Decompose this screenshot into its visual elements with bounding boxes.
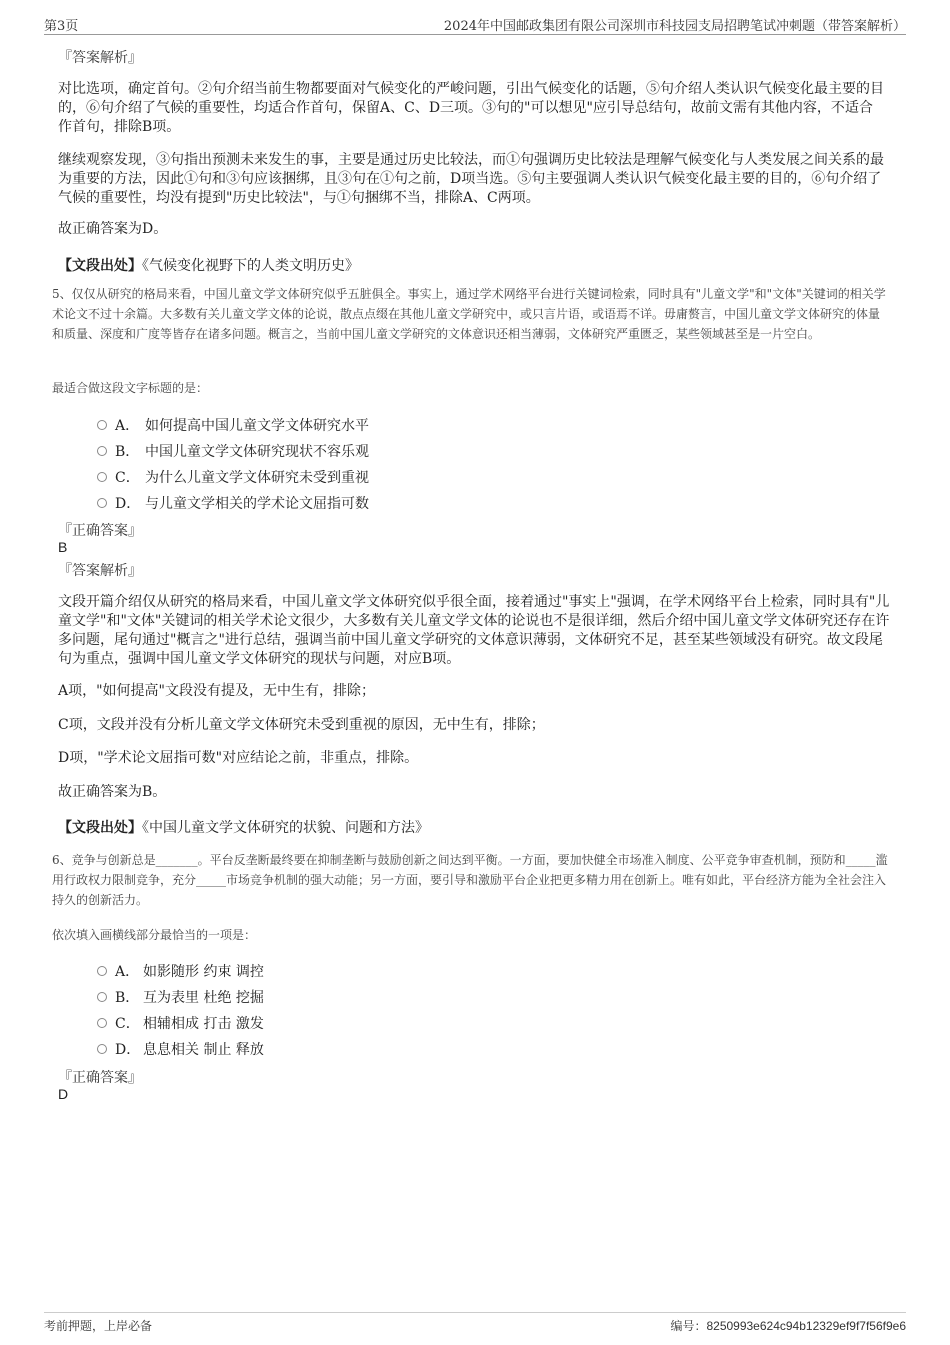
q5-source-label: 【文段出处】: [58, 820, 142, 836]
q6-question: 依次填入画横线部分最恰当的一项是：: [52, 928, 257, 942]
q5-question: 最适合做这段文字标题的是：: [52, 381, 209, 395]
q5-correct-answer: B: [58, 539, 68, 555]
q5-analysis-paragraph-3: C项，文段并没有分析儿童文学文体研究未受到重视的原因，无中生有，排除；: [58, 717, 545, 733]
q5-conclusion: 故正确答案为B。: [58, 784, 167, 800]
radio-button-icon[interactable]: [97, 966, 107, 976]
option-text: 相辅相成 打击 激发: [143, 1016, 264, 1032]
radio-button-icon[interactable]: [97, 498, 107, 508]
option-text: 互为表里 杜绝 挖掘: [143, 990, 264, 1006]
option-text: 中国儿童文学文体研究现状不容乐观: [145, 444, 369, 460]
radio-button-icon[interactable]: [97, 472, 107, 482]
radio-button-icon[interactable]: [97, 1018, 107, 1028]
option-text: 息息相关 制止 释放: [143, 1042, 264, 1058]
page-number: 第3页: [44, 19, 79, 34]
option-letter: D．: [115, 1042, 141, 1058]
option-text: 为什么儿童文学文体研究未受到重视: [145, 470, 369, 486]
option-text: 如何提高中国儿童文学文体研究水平: [145, 418, 369, 434]
page-footer: [44, 1312, 906, 1337]
q5-analysis-paragraph-1: 文段开篇介绍仅从研究的格局来看，中国儿童文学文体研究似乎很全面，接着通过"事实上"强调，在学术网络平台上检索，同时具有"儿童文学"和"文体"关键词的相关学术论文很少，大多数有关儿童文学文体的论说也不是很详细，然后介绍中国儿童文学文体研究还存在许多问题，尾句通过"概言之"进行总结，强调当前中国儿童文学研究的文体意识薄弱，文体研究不足，甚至某些领域没有研究。故文段尾句为重点，强调中国儿童文学文体研究的现状与问题，对应B项。: [58, 594, 890, 667]
option-text: 与儿童文学相关的学术论文屈指可数: [145, 496, 369, 512]
q6-correct-answer: D: [58, 1086, 69, 1102]
q4-conclusion: 故正确答案为D。: [58, 221, 168, 237]
radio-button-icon[interactable]: [97, 992, 107, 1002]
q6-correct-label: 『正确答案』: [58, 1070, 142, 1086]
option-letter: D．: [115, 496, 141, 512]
option-letter: B．: [115, 990, 140, 1006]
option-letter: C．: [115, 1016, 140, 1032]
option-letter: A．: [115, 964, 140, 980]
radio-button-icon[interactable]: [97, 1044, 107, 1054]
radio-button-icon[interactable]: [97, 420, 107, 430]
q4-source: [58, 255, 359, 275]
q5-source: [58, 817, 429, 837]
q4-analysis-paragraph-2: 继续观察发现，③句指出预测未来发生的事，主要是通过历史比较法，而①句强调历史比较法是理解气候变化与人类发展之间关系的最为重要的方法，因此①句和③句应该捆绑，且③句在①句之前，D项当选。⑤句主要强调人类认识气候变化最主要的目的，⑥句介绍了气候的重要性，均没有提到"历史比较法"，与①句捆绑不当，排除A、C两项。: [58, 152, 884, 206]
q4-analysis-label: 『答案解析』: [58, 50, 142, 66]
q5-source-text: 《中国儿童文学文体研究的状貌、问题和方法》: [142, 820, 429, 836]
option-letter: A．: [115, 418, 140, 434]
document-title: 2024年中国邮政集团有限公司深圳市科技园支局招聘笔试冲刺题（带答案解析）: [443, 19, 906, 34]
q4-source-label: 【文段出处】: [58, 258, 142, 274]
option-letter: C．: [115, 470, 140, 486]
q6-stem: 6、竞争与创新总是_______。平台反垄断最终要在抑制垄断与鼓励创新之间达到平衡。一方面，要加快健全市场准入制度、公平竞争审查机制，预防和_____滥用行政权力限制竞争，充分_____市场竞争机制的强大动能；另一方面，要引导和激励平台企业把更多精力用在创新上。唯有如此，平台经济方能为全社会注入持久的创新活力。: [52, 853, 888, 907]
q5-correct-label: 『正确答案』: [58, 523, 142, 539]
footer-serial-number: 编号：8250993e624c94b12329ef9f7f56f9e6: [670, 1319, 906, 1333]
q4-analysis-paragraph-1: 对比选项，确定首句。②句介绍当前生物都要面对气候变化的严峻问题，引出气候变化的话题，⑤句介绍人类认识气候变化最主要的目的，⑥句介绍了气候的重要性，均适合作首句，保留A、C、D三项。③句的"可以想见"应引导总结句，故前文需有其他内容，不适合作首句，排除B项。: [58, 81, 884, 135]
q5-analysis-paragraph-2: A项，"如何提高"文段没有提及，无中生有，排除；: [58, 683, 375, 699]
radio-button-icon[interactable]: [97, 446, 107, 456]
q5-analysis-paragraph-4: D项，"学术论文屈指可数"对应结论之前，非重点，排除。: [58, 750, 419, 766]
page-header: [44, 12, 906, 35]
option-text: 如影随形 约束 调控: [143, 964, 264, 980]
footer-slogan: 考前押题，上岸必备: [44, 1319, 153, 1333]
q4-source-text: 《气候变化视野下的人类文明历史》: [142, 258, 359, 274]
q5-analysis-label: 『答案解析』: [58, 563, 142, 579]
q5-stem: 5、仅仅从研究的格局来看，中国儿童文学文体研究似乎五脏俱全。事实上，通过学术网络平台进行关键词检索，同时具有"儿童文学"和"文体"关键词的相关学术论文不过十余篇。大多数有关儿童文学文体的论说，散点点缀在其他儿童文学研究中，或只言片语，或语焉不详。毋庸赘言，中国儿童文学文体研究的体量和质量、深度和广度等皆存在诸多问题。概言之，当前中国儿童文学研究的文体意识还相当薄弱，文体研究严重匮乏，某些领域甚至是一片空白。: [52, 287, 886, 341]
option-letter: B．: [115, 444, 140, 460]
